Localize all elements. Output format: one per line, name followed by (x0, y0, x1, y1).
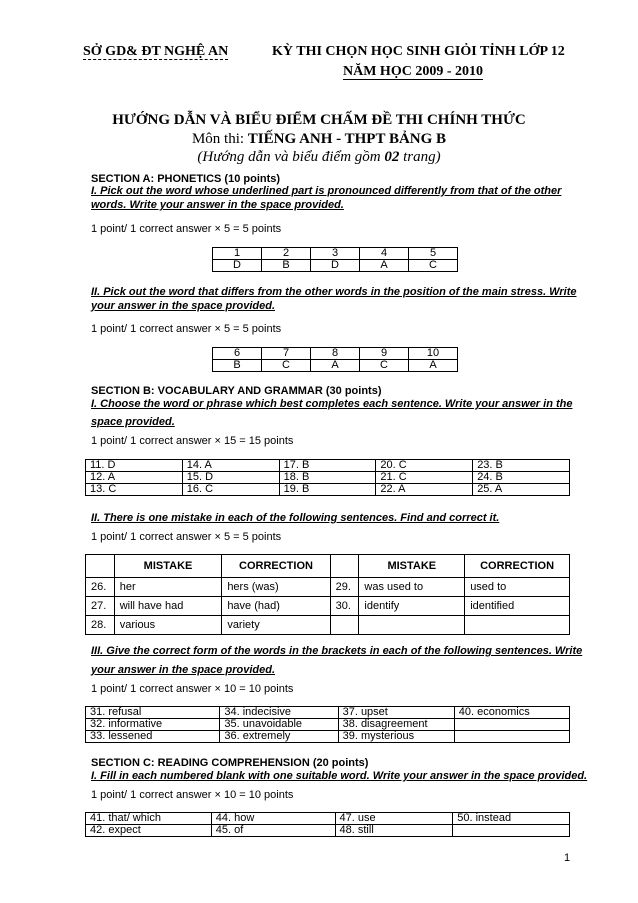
question-number: 3 (311, 248, 360, 260)
mistake-cell: will have had (114, 597, 222, 616)
answer-cell: 15. D (182, 472, 279, 484)
section-a-heading: SECTION A: PHONETICS (10 points) (91, 173, 281, 185)
vocabulary-answer-table (85, 459, 570, 496)
page-count-note (0, 149, 638, 166)
question-number: 1 (213, 248, 262, 260)
answer-cell: 16. C (182, 484, 279, 496)
answer-cell: C (262, 360, 311, 372)
answer-cell (453, 825, 570, 837)
answer-cell: D (311, 260, 360, 272)
answer-cell: 22. A (376, 484, 473, 496)
section-b-part1-instruction-2: space provided. (91, 416, 175, 428)
question-number: 8 (311, 348, 360, 360)
question-number: 9 (360, 348, 409, 360)
header-department-text: SỞ GD& ĐT NGHỆ AN (83, 44, 229, 59)
section-b-part3-instruction-1: III. Give the correct form of the words in the brackets in each of the following sentences. Write (91, 645, 583, 657)
word-form-answer-table (85, 706, 570, 743)
answer-cell: 45. of (211, 825, 335, 837)
header-blank (86, 555, 115, 578)
answer-cell: 39. mysterious (338, 731, 454, 743)
question-number: 30. (330, 597, 359, 616)
answer-cell: B (213, 360, 262, 372)
answer-cell: 13. C (86, 484, 183, 496)
answer-cell: 40. economics (454, 707, 569, 719)
section-c-heading: SECTION C: READING COMPREHENSION (20 points) (91, 757, 369, 769)
question-number: 6 (213, 348, 262, 360)
answer-cell: 23. B (473, 460, 570, 472)
table-row (213, 348, 458, 360)
table-row (86, 484, 570, 496)
subject-name: TIẾNG ANH - THPT BẢNG B (247, 131, 447, 147)
table-row (86, 825, 570, 837)
section-b-part2-instruction: II. There is one mistake in each of the following sentences. Find and correct it. (91, 512, 500, 524)
question-number: 4 (360, 248, 409, 260)
section-a-part1-instruction-1: I. Pick out the word whose underlined part is pronounced differently from that of the other (91, 185, 562, 197)
section-b-part2-points: 1 point/ 1 correct answer × 5 = 5 points (91, 531, 282, 543)
answer-cell: A (311, 360, 360, 372)
answer-cell: 32. informative (86, 719, 220, 731)
column-header: CORRECTION (465, 555, 570, 578)
question-number: 27. (86, 597, 115, 616)
answer-cell: 33. lessened (86, 731, 220, 743)
section-a-part2-instruction-2: your answer in the space provided. (91, 300, 275, 312)
table-row (213, 248, 458, 260)
header-exam-name: KỲ THI CHỌN HỌC SINH GIỎI TỈNH LỚP 12 (272, 44, 565, 59)
note-pages: 02 (384, 149, 400, 165)
correction-cell: identified (465, 597, 570, 616)
answer-cell: A (409, 360, 458, 372)
answer-cell: 34. indecisive (220, 707, 338, 719)
document-title: HƯỚNG DẪN VÀ BIỂU ĐIỂM CHẤM ĐỀ THI CHÍNH THỨC (112, 112, 526, 128)
section-c-part1-instruction: I. Fill in each numbered blank with one suitable word. Write your answer in the space provided. (91, 770, 588, 782)
column-header: MISTAKE (114, 555, 222, 578)
question-number (330, 616, 359, 635)
answer-cell: 11. D (86, 460, 183, 472)
section-b-part3-instruction-2: your answer in the space provided. (91, 664, 275, 676)
note-suffix: trang) (399, 149, 441, 165)
header-school-year-text: NĂM HỌC 2009 - 2010 (343, 64, 483, 79)
answer-cell: 48. still (335, 825, 453, 837)
section-b-part3-points: 1 point/ 1 correct answer × 10 = 10 points (91, 683, 294, 695)
answer-cell: D (213, 260, 262, 272)
answer-cell (454, 719, 569, 731)
answer-cell: 24. B (473, 472, 570, 484)
answer-cell: 19. B (279, 484, 376, 496)
table-row (86, 719, 570, 731)
stress-answer-table (212, 347, 458, 372)
table-row (86, 578, 570, 597)
answer-cell: C (409, 260, 458, 272)
table-row (86, 616, 570, 635)
answer-cell: 44. how (211, 813, 335, 825)
answer-cell: 47. use (335, 813, 453, 825)
answer-cell: 50. instead (453, 813, 570, 825)
answer-cell (454, 731, 569, 743)
answer-cell: 31. refusal (86, 707, 220, 719)
answer-cell: 12. A (86, 472, 183, 484)
answer-cell: 37. upset (338, 707, 454, 719)
table-row (213, 260, 458, 272)
answer-cell: 25. A (473, 484, 570, 496)
note-prefix: (Hướng dẫn và biểu điểm gồm (197, 149, 385, 165)
answer-cell: B (262, 260, 311, 272)
reading-answer-table (85, 812, 570, 837)
answer-cell: 21. C (376, 472, 473, 484)
section-b-heading: SECTION B: VOCABULARY AND GRAMMAR (30 points) (91, 385, 382, 397)
answer-cell: 20. C (376, 460, 473, 472)
section-a-part2-instruction-1: II. Pick out the word that differs from the other words in the position of the main stress. Write (91, 286, 577, 298)
answer-cell: 35. unavoidable (220, 719, 338, 731)
table-row (86, 472, 570, 484)
table-row (86, 813, 570, 825)
header-blank (330, 555, 359, 578)
answer-cell: A (360, 260, 409, 272)
question-number: 29. (330, 578, 359, 597)
question-number: 2 (262, 248, 311, 260)
header-school-year (343, 64, 483, 80)
subject-line (0, 131, 638, 148)
table-row (86, 731, 570, 743)
section-a-part2-points: 1 point/ 1 correct answer × 5 = 5 points (91, 323, 282, 335)
answer-cell: 38. disagreement (338, 719, 454, 731)
correction-cell: have (had) (222, 597, 330, 616)
table-row (86, 597, 570, 616)
answer-cell: C (360, 360, 409, 372)
subject-prefix: Môn thi: (191, 131, 248, 147)
section-b-part1-instruction-1: I. Choose the word or phrase which best completes each sentence. Write your answer in the (91, 398, 573, 410)
question-number: 5 (409, 248, 458, 260)
question-number: 28. (86, 616, 115, 635)
answer-cell: 14. A (182, 460, 279, 472)
answer-cell: 42. expect (86, 825, 212, 837)
answer-cell: 17. B (279, 460, 376, 472)
correction-cell: used to (465, 578, 570, 597)
header-department (83, 44, 228, 60)
table-header-row (86, 555, 570, 578)
mistake-cell: her (114, 578, 222, 597)
mistake-cell (359, 616, 465, 635)
section-a-part1-instruction-2: words. Write your answer in the space provided. (91, 199, 344, 211)
question-number: 10 (409, 348, 458, 360)
column-header: MISTAKE (359, 555, 465, 578)
correction-cell (465, 616, 570, 635)
answer-cell: 18. B (279, 472, 376, 484)
section-c-part1-points: 1 point/ 1 correct answer × 10 = 10 points (91, 789, 294, 801)
table-row (86, 460, 570, 472)
section-b-part1-points: 1 point/ 1 correct answer × 15 = 15 points (91, 435, 294, 447)
question-number: 7 (262, 348, 311, 360)
column-header: CORRECTION (222, 555, 330, 578)
table-row (213, 360, 458, 372)
answer-cell: 36. extremely (220, 731, 338, 743)
section-a-part1-points: 1 point/ 1 correct answer × 5 = 5 points (91, 223, 282, 235)
correction-cell: hers (was) (222, 578, 330, 597)
mistake-cell: was used to (359, 578, 465, 597)
phonetics-answer-table (212, 247, 458, 272)
table-row (86, 707, 570, 719)
page-number: 1 (564, 852, 571, 864)
mistake-correction-table (85, 554, 570, 635)
mistake-cell: various (114, 616, 222, 635)
question-number: 26. (86, 578, 115, 597)
answer-cell: 41. that/ which (86, 813, 212, 825)
correction-cell: variety (222, 616, 330, 635)
mistake-cell: identify (359, 597, 465, 616)
